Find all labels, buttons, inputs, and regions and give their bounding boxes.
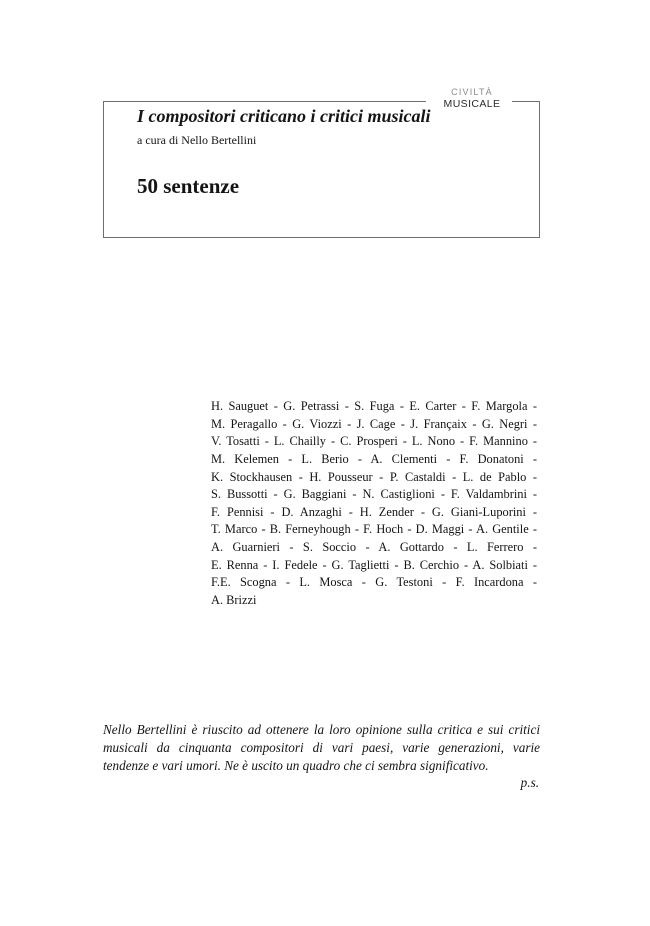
frame-top-rule-right — [512, 101, 540, 102]
editorial-note — [103, 721, 540, 792]
composer-line: K. Stockhausen - H. Pousseur - P. Castaldi - L. de Pablo - — [211, 469, 537, 484]
composer-line: A. Brizzi — [211, 593, 257, 608]
note-signature: p.s. — [520, 775, 539, 791]
composer-line: S. Bussotti - G. Baggiani - N. Castiglioni - F. Valdambrini - — [211, 487, 537, 502]
publication-mark-line2: MUSICALE — [443, 98, 501, 110]
composer-line: H. Sauguet - G. Petrassi - S. Fuga - E. Carter - F. Margola - — [211, 399, 537, 413]
note-line: musicali da cinquanta compositori di vari paesi, varie generazioni, varie — [103, 739, 540, 755]
composer-line: F. Pennisi - D. Anzaghi - H. Zender - G. Giani-Luporini - — [211, 504, 537, 519]
composer-line: F.E. Scogna - L. Mosca - G. Testoni - F. Incardona - — [211, 575, 537, 590]
curator-credit: a cura di Nello Bertellini — [137, 133, 257, 147]
composer-line: V. Tosatti - L. Chailly - C. Prosperi - L. Nono - F. Mannino - — [211, 434, 537, 449]
composer-line: E. Renna - I. Fedele - G. Taglietti - B. Cerchio - A. Solbiati - — [211, 557, 537, 572]
publication-mark — [432, 86, 512, 110]
frame-top-rule-left — [103, 101, 426, 102]
page-subtitle: 50 sentenze — [137, 174, 240, 198]
composer-list — [211, 398, 537, 610]
note-line: Nello Bertellini è riuscito ad ottenere la loro opinione sulla critica e sui critici — [103, 722, 540, 737]
publication-mark-line1: CIVILTÀ — [451, 87, 493, 97]
note-line: tendenze e vari umori. Ne è uscito un quadro che ci sembra significativo. — [103, 757, 489, 773]
composer-line: A. Guarnieri - S. Soccio - A. Gottardo - L. Ferrero - — [211, 540, 537, 555]
composer-line: M. Kelemen - L. Berio - A. Clementi - F. Donatoni - — [211, 451, 537, 466]
page-title: I compositori criticano i critici musicali — [137, 106, 431, 126]
composer-line: M. Peragallo - G. Viozzi - J. Cage - J. Françaix - G. Negri - — [211, 416, 537, 431]
composer-line: T. Marco - B. Ferneyhough - F. Hoch - D. Maggi - A. Gentile - — [211, 522, 537, 537]
